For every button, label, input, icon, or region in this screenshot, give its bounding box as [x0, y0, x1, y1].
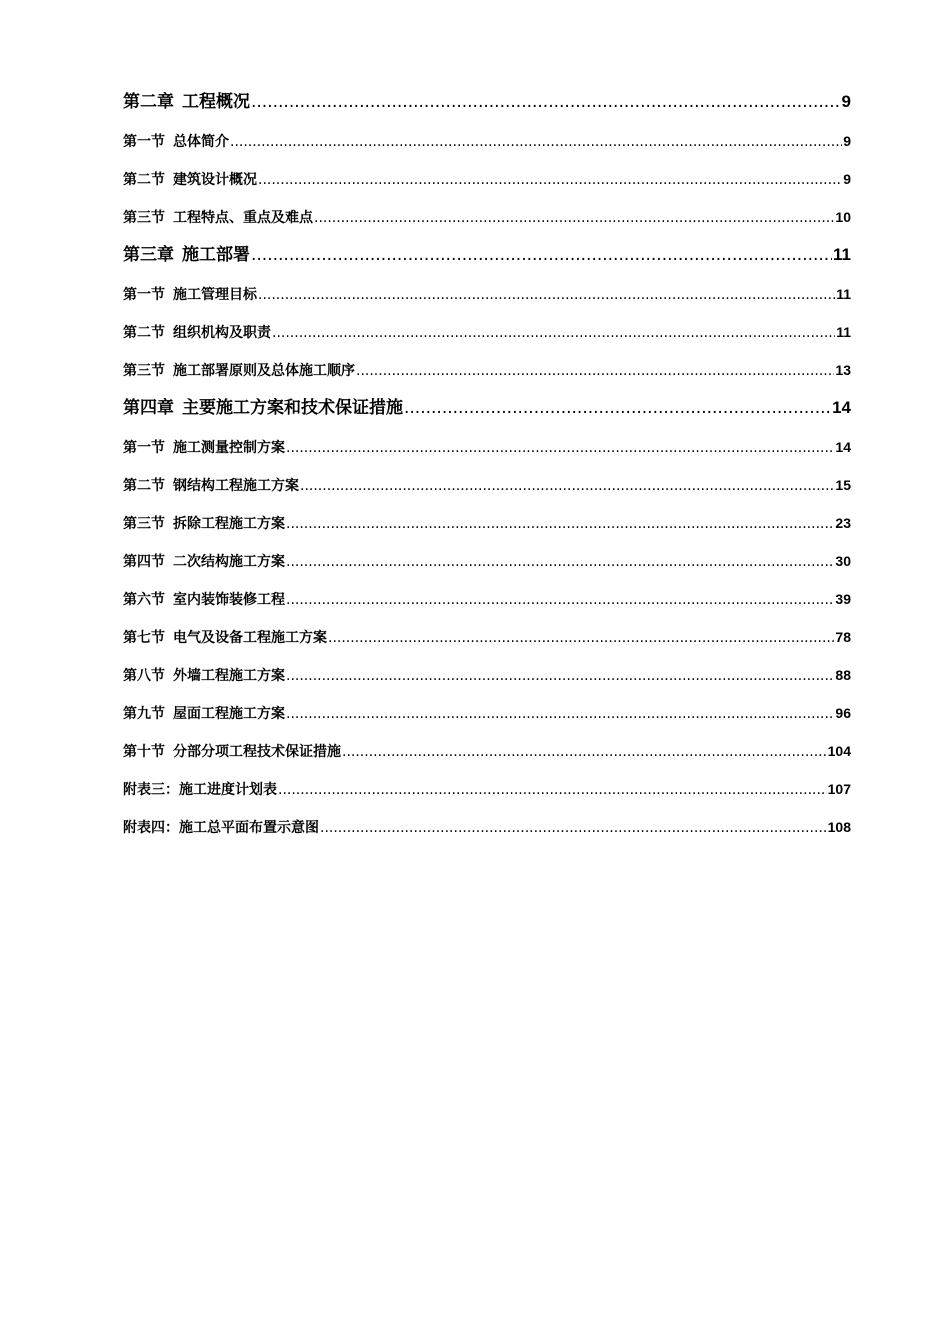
toc-entry-section[interactable] — [123, 280, 851, 318]
toc-dot-leader — [356, 357, 834, 385]
toc-entry-title: 总体简介 — [173, 134, 229, 150]
toc-entry-section[interactable] — [123, 737, 851, 775]
toc-entry-title: 屋面工程施工方案 — [173, 706, 285, 722]
toc-entry-section[interactable] — [123, 356, 851, 394]
toc-entry-page-number: 14 — [835, 439, 851, 455]
toc-entry-label: 第八节 — [123, 668, 165, 684]
table-of-contents — [123, 88, 851, 851]
toc-entry-title: 外墙工程施工方案 — [173, 668, 285, 684]
toc-entry-label: 第一节 — [123, 134, 165, 150]
toc-entry-page-number: 11 — [836, 324, 851, 340]
toc-dot-leader — [258, 166, 842, 194]
toc-entry-title: 组织机构及职责 — [173, 325, 271, 341]
toc-entry-page-number: 9 — [843, 133, 851, 149]
toc-entry-page-number: 30 — [835, 553, 851, 569]
toc-entry-section[interactable] — [123, 547, 851, 585]
toc-entry-label: 第一节 — [123, 440, 165, 456]
toc-entry-label: 附表四： — [123, 820, 179, 836]
toc-entry-title: 施工总平面布置示意图 — [179, 820, 319, 836]
toc-entry-title: 施工管理目标 — [173, 287, 257, 303]
toc-entry-page-number: 108 — [827, 819, 851, 835]
toc-entry-chapter-2[interactable] — [123, 88, 851, 127]
toc-dot-leader — [272, 319, 835, 347]
toc-dot-leader — [286, 662, 834, 690]
toc-entry-label: 第四章 — [123, 398, 174, 418]
toc-entry-title: 施工测量控制方案 — [173, 440, 285, 456]
toc-entry-page-number: 9 — [841, 92, 851, 111]
toc-dot-leader — [251, 241, 832, 269]
toc-entry-section[interactable] — [123, 433, 851, 471]
toc-dot-leader — [314, 204, 834, 232]
toc-dot-leader — [286, 586, 834, 614]
toc-entry-label: 第三节 — [123, 516, 165, 532]
toc-entry-label: 第二节 — [123, 478, 165, 494]
toc-entry-label: 第二章 — [123, 92, 174, 112]
toc-dot-leader — [320, 814, 827, 842]
toc-entry-title: 建筑设计概况 — [173, 172, 257, 188]
toc-entry-label: 第二节 — [123, 172, 165, 188]
toc-entry-label: 第九节 — [123, 706, 165, 722]
toc-entry-label: 第三节 — [123, 363, 165, 379]
toc-entry-label: 第四节 — [123, 554, 165, 570]
toc-entry-label: 第六节 — [123, 592, 165, 608]
toc-entry-label: 附表三： — [123, 782, 179, 798]
toc-entry-appendix[interactable] — [123, 775, 851, 813]
toc-entry-title: 工程概况 — [182, 92, 250, 112]
toc-entry-page-number: 39 — [835, 591, 851, 607]
toc-entry-chapter-3[interactable] — [123, 241, 851, 280]
toc-entry-section[interactable] — [123, 509, 851, 547]
toc-entry-section[interactable] — [123, 623, 851, 661]
toc-entry-chapter-4[interactable] — [123, 394, 851, 433]
toc-entry-label: 第七节 — [123, 630, 165, 646]
toc-entry-page-number: 9 — [843, 171, 851, 187]
toc-dot-leader — [286, 548, 834, 576]
toc-dot-leader — [342, 738, 827, 766]
toc-entry-title: 施工部署 — [182, 245, 250, 265]
toc-entry-label: 第三章 — [123, 245, 174, 265]
toc-entry-page-number: 104 — [827, 743, 851, 759]
toc-dot-leader — [230, 128, 842, 156]
toc-dot-leader — [300, 472, 834, 500]
toc-entry-page-number: 96 — [835, 705, 851, 721]
toc-entry-page-number: 78 — [835, 629, 851, 645]
toc-entry-section[interactable] — [123, 471, 851, 509]
toc-entry-title: 施工进度计划表 — [179, 782, 277, 798]
toc-entry-title: 电气及设备工程施工方案 — [173, 630, 327, 646]
toc-entry-section[interactable] — [123, 127, 851, 165]
toc-dot-leader — [328, 624, 834, 652]
toc-entry-section[interactable] — [123, 203, 851, 241]
toc-entry-title: 主要施工方案和技术保证措施 — [182, 398, 403, 418]
toc-entry-title: 分部分项工程技术保证措施 — [173, 744, 341, 760]
toc-entry-appendix[interactable] — [123, 813, 851, 851]
toc-entry-title: 施工部署原则及总体施工顺序 — [173, 363, 355, 379]
toc-dot-leader — [286, 434, 834, 462]
toc-entry-section[interactable] — [123, 699, 851, 737]
toc-entry-page-number: 107 — [827, 781, 851, 797]
toc-entry-title: 二次结构施工方案 — [173, 554, 285, 570]
toc-entry-section[interactable] — [123, 585, 851, 623]
toc-entry-page-number: 13 — [835, 362, 851, 378]
toc-entry-label: 第十节 — [123, 744, 165, 760]
toc-entry-page-number: 88 — [835, 667, 851, 683]
toc-entry-section[interactable] — [123, 661, 851, 699]
toc-dot-leader — [286, 700, 834, 728]
toc-entry-page-number: 11 — [833, 245, 851, 264]
toc-entry-section[interactable] — [123, 318, 851, 356]
toc-dot-leader — [258, 281, 835, 309]
toc-entry-title: 钢结构工程施工方案 — [173, 478, 299, 494]
toc-entry-title: 拆除工程施工方案 — [173, 516, 285, 532]
toc-entry-page-number: 14 — [832, 398, 851, 417]
toc-entry-page-number: 23 — [835, 515, 851, 531]
toc-dot-leader — [286, 510, 834, 538]
toc-entry-label: 第一节 — [123, 287, 165, 303]
toc-entry-label: 第二节 — [123, 325, 165, 341]
toc-entry-page-number: 11 — [836, 286, 851, 302]
toc-entry-page-number: 10 — [835, 209, 851, 225]
toc-dot-leader — [278, 776, 827, 804]
toc-entry-label: 第三节 — [123, 210, 165, 226]
toc-entry-title: 工程特点、重点及难点 — [173, 210, 313, 226]
toc-entry-title: 室内装饰装修工程 — [173, 592, 285, 608]
toc-dot-leader — [251, 88, 841, 116]
toc-dot-leader — [404, 394, 831, 422]
toc-entry-section[interactable] — [123, 165, 851, 203]
toc-entry-page-number: 15 — [835, 477, 851, 493]
